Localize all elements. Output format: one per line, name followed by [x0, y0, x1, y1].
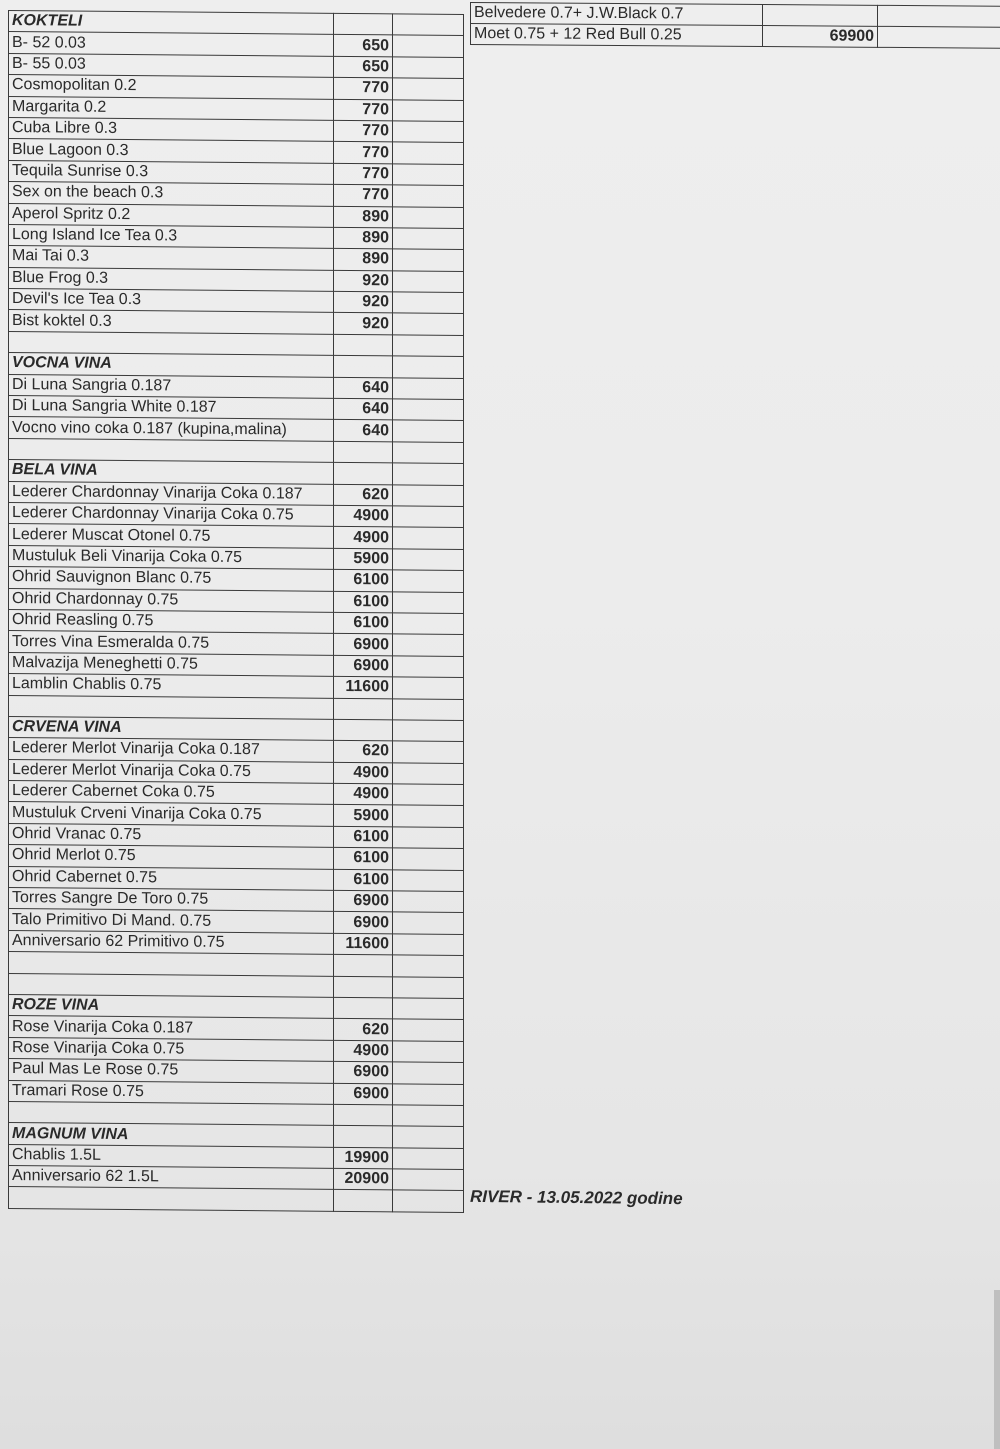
- item-name: Lederer Merlot Vinarija Coka 0.75: [9, 759, 334, 783]
- item-name: Ohrid Merlot 0.75: [9, 845, 334, 869]
- item-name: Di Luna Sangria 0.187: [9, 374, 334, 398]
- item-price: 11600: [334, 933, 393, 955]
- empty-cell: [393, 1105, 464, 1127]
- empty-cell: [9, 1101, 334, 1125]
- item-price: 11600: [334, 676, 393, 698]
- item-name: B- 52 0.03: [9, 32, 334, 56]
- item-name: Cosmopolitan 0.2: [9, 75, 334, 99]
- empty-cell: [393, 292, 464, 314]
- empty-cell: [334, 719, 393, 741]
- empty-cell: [393, 57, 464, 79]
- empty-cell: [393, 698, 464, 720]
- empty-cell: [393, 442, 464, 464]
- empty-cell: [393, 271, 464, 293]
- item-price: 920: [334, 291, 393, 313]
- empty-cell: [393, 656, 464, 678]
- footer-date: RIVER - 13.05.2022 godine: [469, 1186, 683, 1209]
- item-price: 6900: [334, 655, 393, 677]
- empty-cell: [334, 441, 393, 463]
- item-name: Ohrid Sauvignon Blanc 0.75: [9, 567, 334, 591]
- top-set-table: [470, 2, 1000, 49]
- item-name: Ohrid Chardonnay 0.75: [9, 588, 334, 612]
- item-price: 890: [334, 249, 393, 271]
- empty-cell: [393, 142, 464, 164]
- empty-cell: [393, 335, 464, 357]
- empty-cell: [334, 997, 393, 1019]
- section-title: VOCNA VINA: [9, 353, 334, 377]
- item-price: 6900: [334, 912, 393, 934]
- item-name: Lederer Chardonnay Vinarija Coka 0.75: [9, 502, 334, 526]
- empty-cell: [9, 973, 334, 997]
- item-price: 6100: [334, 612, 393, 634]
- item-price: 770: [334, 99, 393, 121]
- item-name: Margarita 0.2: [9, 96, 334, 120]
- empty-cell: [334, 698, 393, 720]
- section-title: BELA VINA: [9, 460, 334, 484]
- item-name: Lamblin Chablis 0.75: [9, 674, 334, 698]
- empty-cell: [393, 228, 464, 250]
- item-name: Ohrid Vranac 0.75: [9, 823, 334, 847]
- item-price: 6900: [334, 1083, 393, 1105]
- empty-cell: [393, 121, 464, 143]
- empty-cell: [393, 1126, 464, 1148]
- item-name: Blue Frog 0.3: [9, 267, 334, 291]
- item-name: Aperol Spritz 0.2: [9, 203, 334, 227]
- item-price: 5900: [334, 548, 393, 570]
- item-price: 4900: [334, 527, 393, 549]
- empty-cell: [393, 784, 464, 806]
- empty-cell: [878, 5, 1000, 27]
- item-name: Bist koktel 0.3: [9, 310, 334, 334]
- item-name: Mustuluk Crveni Vinarija Coka 0.75: [9, 802, 334, 826]
- empty-cell: [393, 1169, 464, 1191]
- section-title: MAGNUM VINA: [9, 1123, 334, 1147]
- empty-cell: [393, 891, 464, 913]
- item-price: 4900: [334, 505, 393, 527]
- empty-cell: [334, 1104, 393, 1126]
- item-price: 6900: [334, 890, 393, 912]
- item-name: Torres Sangre De Toro 0.75: [9, 888, 334, 912]
- empty-cell: [9, 438, 334, 462]
- item-price: 770: [334, 142, 393, 164]
- empty-cell: [334, 356, 393, 378]
- empty-cell: [393, 634, 464, 656]
- item-price: 20900: [334, 1168, 393, 1190]
- item-price: 640: [334, 377, 393, 399]
- item-price: 4900: [334, 762, 393, 784]
- section-title: KOKTELI: [9, 11, 334, 35]
- empty-cell: [393, 356, 464, 378]
- item-name: Rose Vinarija Coka 0.75: [9, 1037, 334, 1061]
- empty-cell: [393, 998, 464, 1020]
- empty-cell: [393, 677, 464, 699]
- empty-cell: [393, 484, 464, 506]
- empty-cell: [393, 955, 464, 977]
- item-name: Mai Tai 0.3: [9, 246, 334, 270]
- item-name: Lederer Cabernet Coka 0.75: [9, 781, 334, 805]
- item-name: Anniversario 62 Primitivo 0.75: [9, 930, 334, 954]
- empty-cell: [393, 185, 464, 207]
- empty-cell: [334, 13, 393, 35]
- empty-cell: [9, 331, 334, 355]
- empty-cell: [393, 1083, 464, 1105]
- section-title: CRVENA VINA: [9, 716, 334, 740]
- item-price: 890: [334, 206, 393, 228]
- item-name: Long Island Ice Tea 0.3: [9, 224, 334, 248]
- item-price: 6100: [334, 591, 393, 613]
- item-price: 4900: [334, 1040, 393, 1062]
- empty-cell: [393, 934, 464, 956]
- empty-cell: [393, 848, 464, 870]
- item-name: Lederer Chardonnay Vinarija Coka 0.187: [9, 481, 334, 505]
- item-price: 650: [334, 56, 393, 78]
- item-price: 6100: [334, 569, 393, 591]
- item-name: Rose Vinarija Coka 0.187: [9, 1016, 334, 1040]
- item-price: 620: [334, 484, 393, 506]
- item-price: 770: [334, 163, 393, 185]
- item-name: Anniversario 62 1.5L: [9, 1166, 334, 1190]
- item-price: 6900: [334, 1061, 393, 1083]
- item-name: Cuba Libre 0.3: [9, 117, 334, 141]
- item-name: Mustuluk Beli Vinarija Coka 0.75: [9, 545, 334, 569]
- item-name: Belvedere 0.7+ J.W.Black 0.7: [471, 3, 763, 26]
- empty-cell: [393, 313, 464, 335]
- empty-cell: [393, 377, 464, 399]
- empty-cell: [393, 14, 464, 36]
- item-name: Tequila Sunrise 0.3: [9, 160, 334, 184]
- item-price: [763, 5, 878, 27]
- item-price: 920: [334, 270, 393, 292]
- empty-cell: [393, 976, 464, 998]
- item-price: 620: [334, 1019, 393, 1041]
- item-name: Moet 0.75 + 12 Red Bull 0.25: [471, 24, 763, 47]
- empty-cell: [393, 1062, 464, 1084]
- item-price: 6100: [334, 848, 393, 870]
- empty-cell: [393, 1148, 464, 1170]
- blank-row: [9, 1187, 464, 1212]
- page-edge-shadow: [994, 1290, 1000, 1449]
- item-name: Sex on the beach 0.3: [9, 182, 334, 206]
- item-price: 890: [334, 227, 393, 249]
- item-price: 6100: [334, 826, 393, 848]
- empty-cell: [393, 570, 464, 592]
- empty-cell: [878, 26, 1000, 48]
- item-price: 770: [334, 184, 393, 206]
- item-name: Di Luna Sangria White 0.187: [9, 396, 334, 420]
- item-price: 770: [334, 78, 393, 100]
- empty-cell: [393, 1019, 464, 1041]
- empty-cell: [334, 463, 393, 485]
- item-name: Blue Lagoon 0.3: [9, 139, 334, 163]
- item-name: Paul Mas Le Rose 0.75: [9, 1059, 334, 1083]
- empty-cell: [393, 549, 464, 571]
- empty-cell: [393, 463, 464, 485]
- top-table-row: [471, 24, 1000, 49]
- empty-cell: [393, 763, 464, 785]
- item-price: 4900: [334, 783, 393, 805]
- empty-cell: [393, 741, 464, 763]
- empty-cell: [393, 827, 464, 849]
- item-price: 6900: [334, 634, 393, 656]
- item-name: Malvazija Meneghetti 0.75: [9, 652, 334, 676]
- empty-cell: [393, 720, 464, 742]
- empty-cell: [393, 99, 464, 121]
- item-name: Chablis 1.5L: [9, 1144, 334, 1168]
- item-price: 650: [334, 35, 393, 57]
- empty-cell: [393, 805, 464, 827]
- empty-cell: [393, 527, 464, 549]
- empty-cell: [334, 1190, 393, 1212]
- empty-cell: [393, 78, 464, 100]
- empty-cell: [334, 334, 393, 356]
- empty-cell: [393, 1041, 464, 1063]
- item-name: Lederer Merlot Vinarija Coka 0.187: [9, 738, 334, 762]
- empty-cell: [393, 35, 464, 57]
- item-name: Torres Vina Esmeralda 0.75: [9, 631, 334, 655]
- empty-cell: [393, 249, 464, 271]
- item-name: Devil's Ice Tea 0.3: [9, 289, 334, 313]
- empty-cell: [393, 591, 464, 613]
- item-price: 5900: [334, 805, 393, 827]
- section-title: ROZE VINA: [9, 994, 334, 1018]
- empty-cell: [9, 952, 334, 976]
- empty-cell: [393, 164, 464, 186]
- empty-cell: [393, 1190, 464, 1212]
- empty-cell: [393, 869, 464, 891]
- item-price: 620: [334, 741, 393, 763]
- empty-cell: [334, 1126, 393, 1148]
- item-name: Tramari Rose 0.75: [9, 1080, 334, 1104]
- item-name: Ohrid Cabernet 0.75: [9, 866, 334, 890]
- empty-cell: [393, 206, 464, 228]
- item-name: Talo Primitivo Di Mand. 0.75: [9, 909, 334, 933]
- empty-cell: [9, 695, 334, 719]
- price-list-table: [8, 10, 464, 1213]
- empty-cell: [393, 912, 464, 934]
- item-price: 920: [334, 313, 393, 335]
- item-price: 640: [334, 398, 393, 420]
- item-price: 770: [334, 120, 393, 142]
- item-name: Vocno vino coka 0.187 (kupina,malina): [9, 417, 334, 441]
- empty-cell: [393, 420, 464, 442]
- item-price: 19900: [334, 1147, 393, 1169]
- empty-cell: [393, 613, 464, 635]
- item-name: B- 55 0.03: [9, 53, 334, 77]
- item-name: Lederer Muscat Otonel 0.75: [9, 524, 334, 548]
- empty-cell: [334, 976, 393, 998]
- item-price: 640: [334, 420, 393, 442]
- empty-cell: [9, 1187, 334, 1211]
- item-name: Ohrid Reasling 0.75: [9, 609, 334, 633]
- empty-cell: [393, 399, 464, 421]
- empty-cell: [334, 955, 393, 977]
- item-price: 6100: [334, 869, 393, 891]
- item-price: 69900: [763, 26, 878, 48]
- empty-cell: [393, 506, 464, 528]
